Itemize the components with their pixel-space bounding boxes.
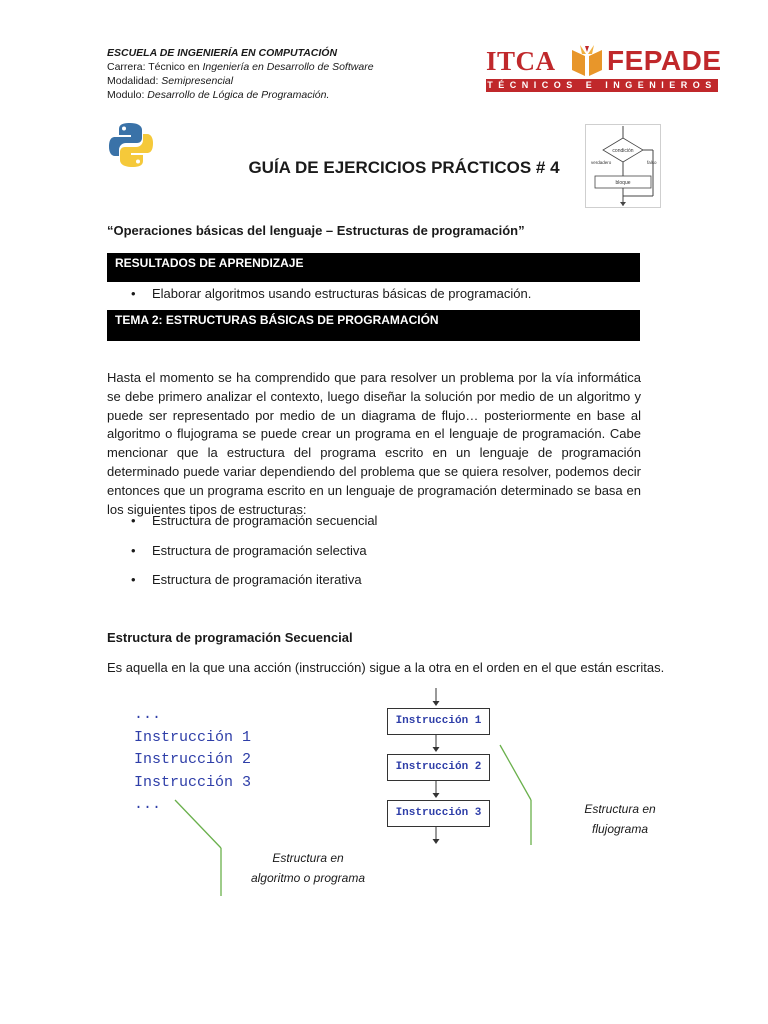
caption-flujograma-line-2: flujograma <box>591 822 649 836</box>
intro-paragraph: Hasta el momento se ha comprendido que para resolver un problema por la vía informática se debe primero analizar el contexto, luego diseñar la solución por medio de un algoritmo y puede ser representado por medio de un diagrama de flujo… posteriormente en base al algoritmo o flujograma se puede crear un programa en el lenguaje de programación. Cabe mencionar que la estructura del programa escrito en un lenguaje de programación determinado puede variar dependiendo del problema que se quiera resolver, podemos decir entonces que un programa escrito en un lenguaje de programación determinado se basa en los siguientes tipos de estructuras: <box>107 370 641 517</box>
code-line: Instrucción 3 <box>134 773 252 791</box>
section-description: Es aquella en la que una acción (instrucción) sigue a la otra en el orden en el que están escritas. <box>107 660 665 675</box>
caption-flujograma <box>568 799 672 839</box>
code-line: ... <box>134 706 162 723</box>
caption-algoritmo-line-1: Estructura en <box>272 851 344 865</box>
list-item-text: Estructura de programación selectiva <box>152 543 367 558</box>
bullet-icon: • <box>131 513 136 528</box>
school-name: ESCUELA DE INGENIERÍA EN COMPUTACIÓN <box>107 47 338 59</box>
page-title-text: GUÍA DE EJERCICIOS PRÁCTICOS # 4 <box>248 158 560 177</box>
document-subtitle: “Operaciones básicas del lenguaje – Estructuras de programación” <box>107 223 525 238</box>
resultados-bar: RESULTADOS DE APRENDIZAJE <box>107 253 640 282</box>
modulo-value: Desarrollo de Lógica de Programación. <box>147 89 330 101</box>
objetivo-text: Elaborar algoritmos usando estructuras básicas de programación. <box>152 286 532 301</box>
carrera-value: Ingeniería en Desarrollo de Software <box>202 61 374 73</box>
modalidad-label: Modalidad: <box>107 75 162 87</box>
modalidad-value: Semipresencial <box>161 75 234 87</box>
caption-flujograma-line-1: Estructura en <box>584 802 656 816</box>
diagram-bloque-label: bloque <box>615 180 631 186</box>
flow-box-instruccion-2: Instrucción 2 <box>387 754 490 781</box>
code-line: Instrucción 1 <box>134 728 252 746</box>
code-line: ... <box>134 796 162 813</box>
bullet-icon: • <box>131 572 136 587</box>
flow-box-instruccion-1: Instrucción 1 <box>387 708 490 735</box>
caption-algoritmo <box>236 848 380 888</box>
logo-fepade-text: FEPADE <box>607 45 722 76</box>
flow-box-instruccion-3: Instrucción 3 <box>387 800 490 827</box>
bullet-icon: • <box>131 543 136 558</box>
diagram-verdadero-label: verdadero <box>591 160 612 165</box>
diagram-condicion-label: condición <box>612 148 634 154</box>
list-item-text: Estructura de programación iterativa <box>152 572 362 587</box>
diagram-falso-label: falso <box>647 160 657 165</box>
logo-itca-text: ITCA <box>486 46 556 76</box>
code-line: Instrucción 2 <box>134 751 252 768</box>
logo-subtitle: TÉCNICOS E INGENIEROS <box>487 80 717 90</box>
tema-bar: TEMA 2: ESTRUCTURAS BÁSICAS DE PROGRAMACIÓN <box>107 310 640 341</box>
modulo-label: Modulo: <box>107 89 148 101</box>
caption-algoritmo-line-2: algoritmo o programa <box>250 871 366 885</box>
carrera-label: Carrera: Técnico en <box>107 61 203 73</box>
section-title: Estructura de programación Secuencial <box>107 630 353 645</box>
list-item-text: Estructura de programación secuencial <box>152 513 378 528</box>
bullet-icon: • <box>131 286 136 301</box>
